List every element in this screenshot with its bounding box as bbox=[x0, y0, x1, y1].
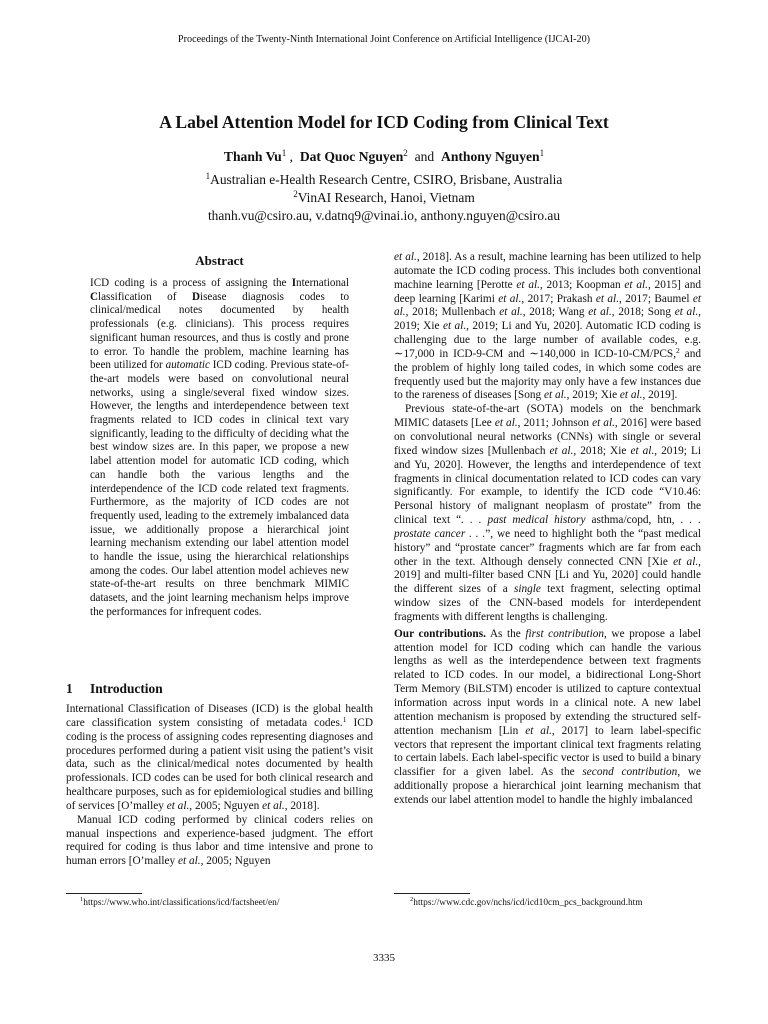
page-number: 3335 bbox=[373, 952, 395, 964]
author-separator: and bbox=[407, 149, 442, 164]
right-paragraph-1: et al., 2018]. As a result, machine learning has been utilized to help automate the ICD coding process. This includes both conventional machine learning [Perotte et al., 2013; Koopman et al., 2015] and deep learning [Karimi et al., 2017; Prakash et al., 2017; Baumel et al., 2018; Mullenbach et al., 2018; Wang et al., 2018; Song et al., 2019; Xie et al., 2019; Li and Yu, 2020]. Automatic ICD coding is challenging due to the large number of available codes, e.g. ∼17,000 in ICD-9-CM and ∼140,000 in ICD-10-CM/PCS,$^2$ and the problem of highly long tailed codes, in which some codes are frequently used but the majority may only have a few instances due to the rareness of diseases [Song et al., 2019; Xie et al., 2019]. bbox=[394, 251, 702, 402]
footnote-link[interactable]: https://www.who.int/classifications/icd/factsheet/en/ bbox=[83, 898, 280, 908]
intro-paragraph-2: Manual ICD coding performed by clinical coders relies on manual inspections and experience-based judgment. The effort required for coding is thus labor and time intensive and prone to human errors [O’malley et al., 2005; Nguyen bbox=[66, 813, 373, 868]
affil-mark: 1 bbox=[205, 171, 211, 181]
affiliation-1 bbox=[0, 172, 768, 188]
introduction-body bbox=[66, 703, 373, 869]
author-name: Anthony Nguyen bbox=[441, 149, 540, 164]
affil-mark: 2 bbox=[293, 189, 298, 199]
section-heading-introduction: 1 Introduction bbox=[66, 681, 163, 696]
right-paragraph-2: Previous state-of-the-art (SOTA) models on the benchmark MIMIC datasets [Lee et al., 2011; Johnson et al., 2016] were based on convolutional neural networks (CNNs) with single or several fixed window sizes [Mullenbach et al., 2018; Xie et al., 2019; Li and Yu, 2020]. However, the lengths and interdependence of text fragments in clinical documentation related to ICD codes can vary significantly. For example, to identify the ICD code “V10.46: Personal history of malignant neoplasm of prostate” from the clinical text “. . . past medical history asthma/copd, htn, . . . prostate cancer . . .”, we need to highlight both the “past medical history” and “prostate cancer” fragments which are far from each other in the text. Although densely connected CNN [Xie et al., 2019] and multi-filter based CNN [Li and Yu, 2020] could handle the different sizes of a single text fragment, selecting optimal window sizes of the CNN-based models for interdependent fragments with different lengths is challenging. bbox=[394, 403, 701, 623]
author-affil-mark: 1 bbox=[539, 148, 545, 158]
author-separator: , bbox=[286, 149, 300, 164]
author-name: Thanh Vu bbox=[223, 149, 282, 164]
author-affil-mark: 1 bbox=[281, 148, 287, 158]
abstract-paragraph: ICD coding is a process of assigning the International Classification of Disease diagnosis codes to clinical/medical notes documented by health professionals (e.g. clinicians). This process requires significant human resources, and thus is costly and prone to error. To handle the problem, machine learning has been utilized for automatic ICD coding. Previous state-of-the-art models were based on convolutional neural networks, using a single/several fixed window sizes. However, the lengths and interdependence between text fragments related to ICD codes in clinical text vary significantly, leading to the difficulty of deciding what the best window sizes are. In this paper, we propose a new label attention model for automatic ICD coding, which can handle both the various lengths and the interdependence of the ICD code related text fragments. Furthermore, as the majority of ICD codes are not frequently used, leading to the extremely imbalanced data issue, we additionally propose a hierarchical joint learning mechanism extending our label attention model to handle the issue, using the hierarchical relationships among the codes. Our label attention model achieves new state-of-the-art results on three benchmark MIMIC datasets, and the joint learning mechanism helps improve the performances for infrequent codes. bbox=[90, 277, 349, 618]
author-affil-mark: 2 bbox=[403, 148, 408, 158]
affiliation-text: Australian e-Health Research Centre, CSIRO, Brisbane, Australia bbox=[210, 172, 563, 187]
author-name: Dat Quoc Nguyen bbox=[299, 149, 404, 164]
abstract-body bbox=[90, 277, 349, 620]
footnote-1: $^1$https://www.who.int/classifications/icd/factsheet/en/ bbox=[80, 896, 280, 908]
footnote-ref: 1 bbox=[342, 714, 347, 724]
contributions-paragraph: Our contributions. As the first contribution, we propose a label attention model for ICD coding which can handle the various lengths as well as the interdependence between text fragments related to ICD codes. In our model, a bidirectional Long-Short Term Memory (BiLSTM) encoder is utilized to capture contextual information across input words in a clinical note. A new label attention mechanism is proposed by extending the structured self-attention mechanism [Lin et al., 2017] to learn label-specific vectors that represent the important clinical text fragments relating to certain labels. Each label-specific vector is used to build a binary classifier for a given label. As the second contribution, we additionally propose a hierarchical joint learning mechanism that extends our label attention model to handle the highly imbalanced bbox=[394, 627, 702, 806]
footnote-ref: 2 bbox=[676, 345, 680, 355]
contributions-heading: Our contributions. bbox=[394, 627, 486, 640]
right-column-body bbox=[394, 251, 701, 808]
footnote-divider bbox=[66, 893, 142, 894]
footnote-divider bbox=[394, 893, 470, 894]
abstract-heading: Abstract bbox=[195, 253, 244, 268]
intro-paragraph-1: International Classification of Diseases (ICD) is the global health care classification system consisting of metadata codes.$^1$ ICD coding is the process of assigning codes representing diagnoses and procedures performed during a patient visit using the patient’s visit data, such as the clinical/medical notes documented by health professionals. ICD codes can be used for both clinical research and healthcare purposes, such as for epidemiological studies and billing of services [O’malley et al., 2005; Nguyen et al., 2018]. bbox=[66, 703, 374, 812]
paper-title: A Label Attention Model for ICD Coding from Clinical Text bbox=[159, 112, 609, 132]
footnote-2: $^2$https://www.cdc.gov/nchs/icd/icd10cm_pcs_background.htm bbox=[410, 896, 643, 908]
author-list bbox=[0, 149, 768, 165]
affiliation-text: VinAI Research, Hanoi, Vietnam bbox=[297, 190, 475, 205]
affiliation-2 bbox=[0, 190, 768, 206]
author-emails: thanh.vu@csiro.au, v.datnq9@vinai.io, anthony.nguyen@csiro.au bbox=[207, 208, 561, 223]
footnote-link[interactable]: https://www.cdc.gov/nchs/icd/icd10cm_pcs_background.htm bbox=[413, 898, 643, 908]
proceedings-header: Proceedings of the Twenty-Ninth International Joint Conference on Artificial Intelligence (IJCAI-20) bbox=[177, 34, 591, 45]
